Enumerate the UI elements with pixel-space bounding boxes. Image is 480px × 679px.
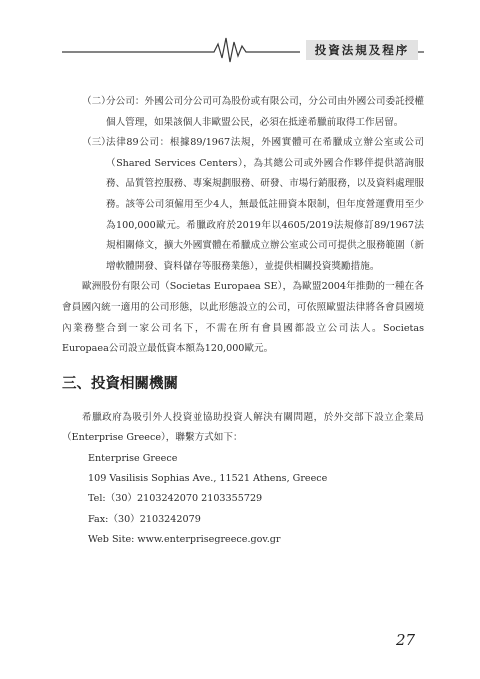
list-item	[62, 133, 424, 277]
contact-fax: Fax:（30）2103242079	[88, 513, 201, 525]
contact-tel: Tel:（30）2103242070 2103355729	[88, 493, 263, 505]
page-body	[62, 92, 424, 550]
list-item	[62, 92, 424, 133]
contact-website: Web Site: www.enterprisegreece.gov.gr	[88, 533, 281, 545]
page-number: 27	[396, 631, 416, 649]
contact-address: 109 Vasilisis Sophias Ave., 11521 Athens, Greece	[88, 473, 328, 485]
page-header	[0, 0, 480, 70]
list-item-text: 法律89公司：根據89/1967法規，外國實體可在希臘成立辦公室或公司（Shared Services Centers），為其總公司或外國合作夥伴提供諮詢服務、品質管控服務、專案規劃服務、研發、市場行銷服務，以及資料處理服務。該等公司須僱用至少4人，無最低註冊資本限制，但年度營運費用至少為100,000歐元。希臘政府於2019年以4605/2019法規修訂89/1967法規相關條文，擴大外國實體在希臘成立辦公室或公司可提供之服務範圍（新增軟體開發、資料儲存等服務業態），並提供相關投資獎勵措施。	[106, 137, 424, 272]
section-heading: 三、投資相關機關	[62, 374, 178, 392]
contact-block	[62, 449, 424, 550]
se-paragraph: 歐洲股份有限公司（Societas Europaea SE），為歐盟2004年推動的一種在各會員國內統一適用的公司形態，以此形態設立的公司，可依照歐盟法律將各會員國境內業務整合到一家公司名下，不需在所有會員國都設立公司法人。Societas Europaea公司設立最低資本額為120,000歐元。	[62, 281, 424, 355]
section-intro: 希臘政府為吸引外人投資並協助投資人解決有關問題，於外交部下設立企業局（Enterprise Greece），聯繫方式如下：	[62, 411, 424, 444]
list-item-label: （三）	[82, 137, 111, 149]
list-item-label: （二）	[82, 96, 111, 107]
contact-name: Enterprise Greece	[88, 452, 178, 464]
list-item-text: 分公司：外國公司分公司可為股份或有限公司，分公司由外國公司委託授權個人管理，如果該個人非歐盟公民，必須在抵達希臘前取得工作居留。	[106, 96, 424, 128]
header-title: 投資法規及程序	[306, 40, 418, 60]
